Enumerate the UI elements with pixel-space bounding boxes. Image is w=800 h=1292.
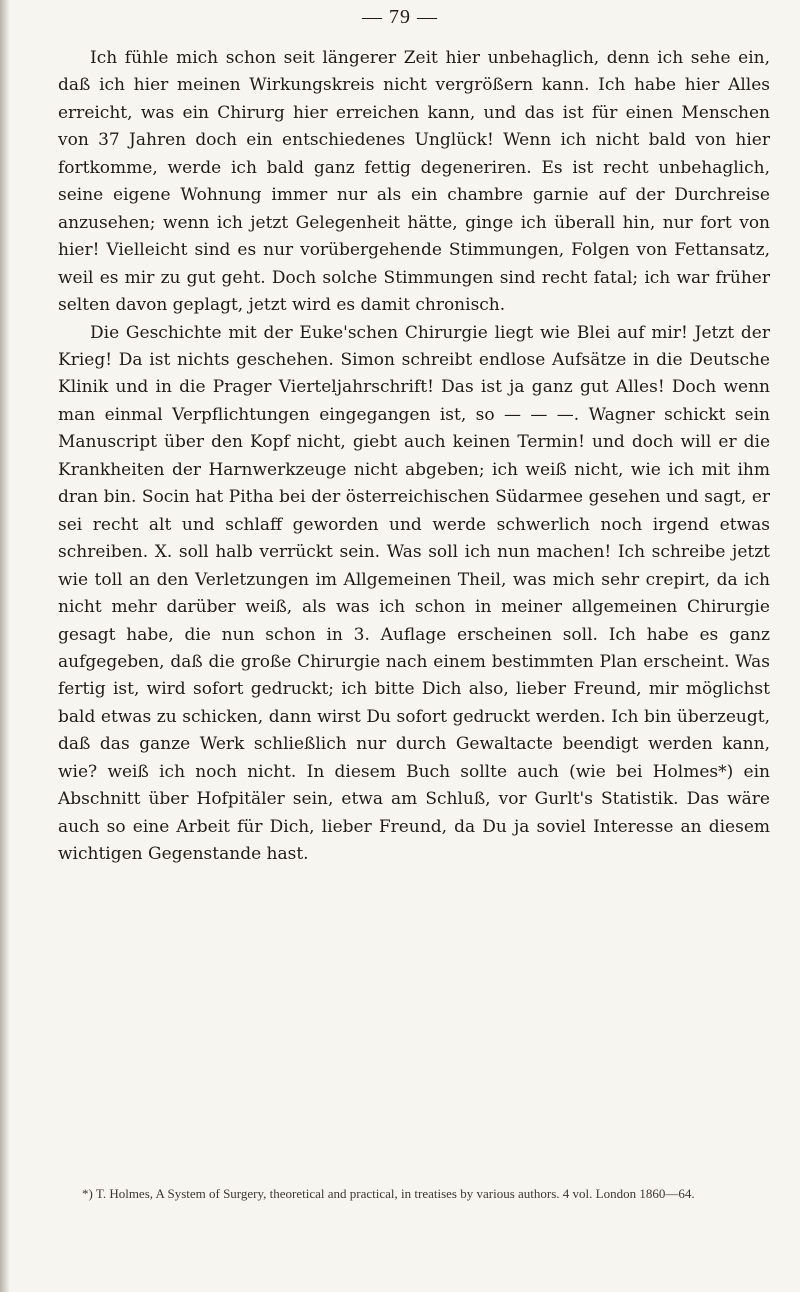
page-number: — 79 — [362,6,438,28]
paragraph-2: Die Geschichte mit der Euke'schen Chirurgie liegt wie Blei auf mir! Jetzt der Krieg! Da ist nichts geschehen. Simon schreibt endlose Aufsätze in die Deutsche Klinik und in die Prager Vierteljahrschrift! Das ist ja ganz gut Alles! Doch wenn man einmal Verpflichtungen eingegangen ist, so — — —. Wagner schickt sein Manuscript über den Kopf nicht, giebt auch keinen Termin! und doch will er die Krankheiten der Harnwerkzeuge nicht abgeben; ich weiß nicht, wie ich mit ihm dran bin. Socin hat Pitha bei der österreichischen Südarmee gesehen und sagt, er sei recht alt und schlaff geworden und werde schwerlich noch irgend etwas schreiben. X. soll halb verrückt sein. Was soll ich nun machen! Ich schreibe jetzt wie toll an den Verletzungen im Allgemeinen Theil, was mich sehr crepirt, da ich nicht mehr darüber weiß, als was ich schon in meiner allgemeinen Chirurgie gesagt habe, die nun schon in 3. Auflage erscheinen soll. Ich habe es ganz aufgegeben, daß die große Chirurgie nach einem bestimmten Plan erscheint. Was fertig ist, wird sofort gedruckt; ich bitte Dich also, lieber Freund, mir möglichst bald etwas zu schicken, dann wirst Du sofort gedruckt werden. Ich bin überzeugt, daß das ganze Werk schließlich nur durch Gewaltacte beendigt werden kann, wie? weiß ich noch nicht. In diesem Buch sollte auch (wie bei Holmes*) ein Abschnitt über Hofpitäler sein, etwa am Schluß, vor Gurlt's Statistik. Das wäre auch so eine Arbeit für Dich, lieber Freund, da Du ja soviel Interesse an diesem wichtigen Gegenstande hast. [58,322,770,865]
page-edge-shadow [0,0,10,1292]
footnote: *) T. Holmes, A System of Surgery, theoretical and practical, in treatises by various authors. 4 vol. London 1860—64. [82,1186,695,1201]
body-text [58,45,770,869]
paragraph-1: Ich fühle mich schon seit längerer Zeit hier unbehaglich, denn ich sehe ein, daß ich hier meinen Wirkungskreis nicht vergrößern kann. Ich habe hier Alles erreicht, was ein Chirurg hier erreichen kann, und das ist für einen Menschen von 37 Jahren doch ein entschiedenes Unglück! Wenn ich nicht bald von hier fortkomme, werde ich bald ganz fettig degeneriren. Es ist recht unbehaglich, seine eigene Wohnung immer nur als ein chambre garnie auf der Durchreise anzusehen; wenn ich jetzt Gelegenheit hätte, ginge ich überall hin, nur fort von hier! Vielleicht sind es nur vorübergehende Stimmungen, Folgen von Fettansatz, weil es mir zu gut geht. Doch solche Stimmungen sind recht fatal; ich war früher selten davon geplagt, jetzt wird es damit chronisch. [58,48,770,316]
